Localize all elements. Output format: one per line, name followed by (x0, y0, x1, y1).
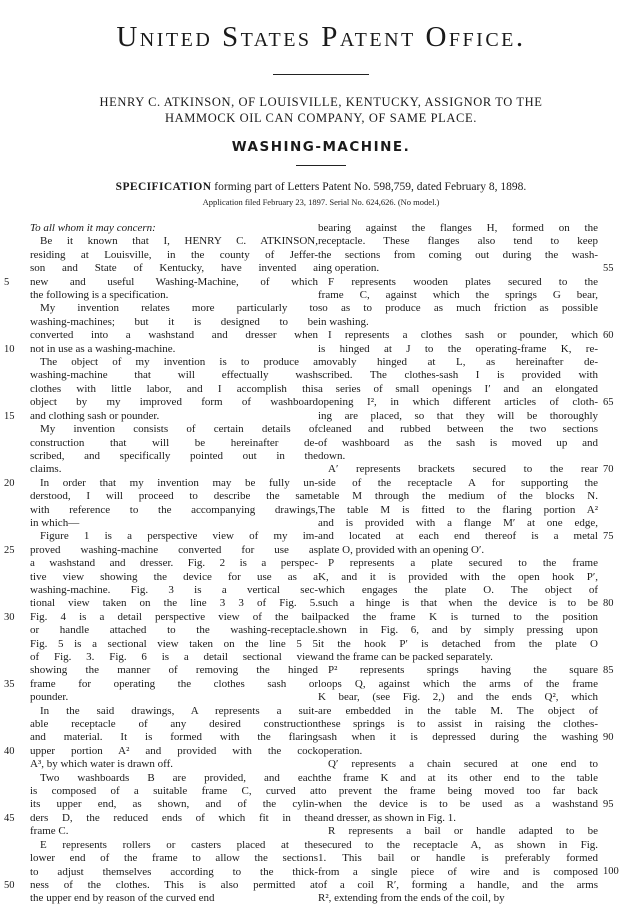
text-line: frame for operating the clothes sash or (30, 677, 318, 690)
text-line: son and State of Kentucky, have invented a (30, 262, 318, 275)
text-line: tional view taken on the line 3 3 of Fig. 5. (30, 597, 318, 610)
line-number: 50 (4, 879, 15, 891)
text-line: shown in Fig. 6, and by simply pressing upon (318, 624, 598, 637)
line-number: 10 (4, 343, 15, 355)
text-line: derstood, I will proceed to describe the same (30, 490, 318, 503)
text-line: 1. This bail or handle is preferably formed (318, 852, 598, 865)
text-line: opening I², in which different articles of cloth- (318, 396, 598, 409)
specification-line (0, 180, 642, 194)
text-line: the frame K and at its other end to the table (318, 771, 598, 784)
text-line: My invention consists of certain details of (40, 423, 318, 436)
text-line: table M through the medium of the blocks N. (318, 490, 598, 503)
specification-lead: SPECIFICATION (115, 181, 212, 193)
text-line: clothes with little labor, and I accomplish this (30, 382, 318, 395)
salutation: To all whom it may concern: (30, 222, 156, 234)
text-line: scribed. The clothes-sash I is provided with (318, 369, 598, 382)
text-line: packed the frame K is turned to the position (318, 610, 598, 623)
text-line: Two washboards B are provided, and each (40, 771, 318, 784)
right-text-column (318, 222, 598, 906)
text-line: Fig. 5 is a sectional view taken on the line 5 5 (30, 637, 318, 650)
line-number: 80 (603, 598, 614, 610)
text-line: or handle attached to the washing-receptacle. (30, 624, 318, 637)
text-line: the following is a specification. (30, 289, 169, 302)
text-line: tive view showing the device for use as a (30, 570, 318, 583)
text-line: P² represents springs having the square (328, 664, 598, 677)
text-line: secured to the receptacle A, as shown in Fig. (318, 838, 598, 851)
text-line: of a coil R′, forming a handle, and the arms (318, 878, 598, 891)
text-line: R represents a bail or handle adapted to be (328, 825, 598, 838)
text-line: Fig. 4 is a detail perspective view of the bail (30, 610, 318, 623)
text-line: with reference to the accompanying drawings, (30, 503, 318, 516)
text-line: washing-machines; but it is designed to be (30, 315, 318, 328)
assignor-block (30, 94, 612, 126)
text-line: lower end of the frame to allow the sections (30, 852, 318, 865)
assignor-line-2: HAMMOCK OIL CAN COMPANY, OF SAME PLACE. (165, 111, 477, 125)
text-line: receptacle. These flanges also tend to keep (318, 235, 598, 248)
patent-office-heading: United States Patent Office. (116, 21, 526, 53)
text-line: the sections from coming out during the wash- (318, 248, 598, 261)
line-number: 60 (603, 330, 614, 342)
text-line: a washstand and dresser. Fig. 2 is a perspec- (30, 557, 318, 570)
text-line: frame C, against which the springs G bear, (318, 289, 598, 302)
text-line: K bear, (see Fig. 2,) and the ends Q², which (318, 691, 598, 704)
text-line: ing are placed, so that they will be thoroughly (318, 409, 598, 422)
text-line: is hinged at J to the operating-frame K, re- (318, 342, 598, 355)
text-line: able receptacle of any desired construction (30, 718, 318, 731)
text-line: new and useful Washing-Machine, of which (30, 275, 318, 288)
text-line: to prevent the frame being moved too far back (318, 785, 598, 798)
text-line: and clothing sash or pounder. (30, 409, 160, 422)
text-line: when the device is to be used as a washstand (318, 798, 598, 811)
line-number: 40 (4, 745, 15, 757)
text-line: not in use as a washing-machine. (30, 342, 176, 355)
title-divider-rule (296, 165, 346, 166)
line-number: 65 (603, 397, 614, 409)
text-line: such a hinge is that when the device is to be (318, 597, 598, 610)
line-number: 15 (4, 410, 15, 422)
text-line: scribed, and specifically pointed out in the (30, 449, 318, 462)
text-line: and dresser, as shown in Fig. 1. (318, 811, 456, 824)
line-number: 100 (603, 866, 619, 878)
text-line: and material. It is formed with the flaring (30, 731, 318, 744)
text-line: Figure 1 is a perspective view of my im- (40, 530, 318, 543)
line-number: 95 (603, 799, 614, 811)
specification-text: forming part of Letters Patent No. 598,759, dated February 8, 1898. (211, 181, 527, 193)
text-line: a series of small openings I′ and an elongated (318, 382, 598, 395)
text-line: proved washing-machine converted for use as (30, 543, 318, 556)
text-line: converted into a washstand and dresser when (30, 329, 318, 342)
application-filed-line: Application filed February 23, 1897. Serial No. 624,626. (No model.) (202, 197, 440, 207)
text-line: A³, by which water is drawn off. (30, 758, 174, 771)
text-line: is composed of a suitable frame C, curved at (30, 785, 318, 798)
text-line: ders D, the reduced ends of which fit in the (30, 811, 318, 824)
text-line: and is provided with a flange M′ at one edge, (318, 516, 598, 529)
text-line: it the hook P′ is detached from the plate O (318, 637, 598, 650)
line-number: 20 (4, 477, 15, 489)
text-line: are embedded in the table M. The object of (318, 704, 598, 717)
text-line: E represents rollers or casters placed at the (40, 838, 318, 851)
text-line: frame C. (30, 825, 69, 838)
line-number: 85 (603, 665, 614, 677)
text-line: sash when it is depressed during the washing (318, 731, 598, 744)
text-line: in washing. (318, 315, 369, 328)
text-line: The table M is fitted to the flaring portion A² (318, 503, 598, 516)
line-number: 90 (603, 732, 614, 744)
text-line: K, and it is provided with the open hook P′, (318, 570, 598, 583)
text-line: Q′ represents a chain secured at one end to (328, 758, 598, 771)
text-line: the upper end by reason of the curved end (30, 892, 215, 905)
text-line: residing at Louisville, in the county of Jeffer- (30, 248, 318, 261)
text-line: construction that will be hereinafter de- (30, 436, 318, 449)
text-line: washing-machine. Fig. 3 is a vertical sec- (30, 583, 318, 596)
text-line: so as to produce as much friction as possible (318, 302, 598, 315)
text-line: in which— (30, 516, 80, 529)
line-number: 75 (603, 531, 614, 543)
text-line: movably hinged at L, as hereinafter de- (318, 356, 598, 369)
text-line: from a single piece of wire and is composed (318, 865, 598, 878)
assignor-line-1: HENRY C. ATKINSON, OF LOUISVILLE, KENTUCKY, ASSIGNOR TO THE (99, 95, 543, 109)
text-line: ing operation. (318, 262, 380, 275)
text-line: A′ represents brackets secured to the rear (328, 463, 598, 476)
text-line: down. (318, 449, 346, 462)
text-line: I represents a clothes sash or pounder, which (328, 329, 598, 342)
text-line: to adjust themselves according to the thick- (30, 865, 318, 878)
text-line: of Fig. 3. Fig. 6 is a detail sectional view (30, 651, 318, 663)
line-number: 5 (4, 276, 10, 288)
divider-rule (273, 74, 369, 75)
text-line: R², extending from the ends of the coil, by (318, 892, 505, 905)
text-line: plate O, provided with an opening O′. (318, 543, 485, 556)
text-line: these springs is to assist in raising the clothes- (318, 718, 598, 731)
text-line: and the frame can be packed separately. (318, 651, 493, 663)
line-number: 30 (4, 611, 15, 623)
text-line: My invention relates more particularly to (40, 302, 318, 315)
text-line: pounder. (30, 691, 69, 704)
line-number: 55 (603, 263, 614, 275)
line-number: 25 (4, 544, 15, 556)
text-line: P represents a plate secured to the frame (328, 557, 598, 570)
line-number: 70 (603, 464, 614, 476)
invention-title: WASHING-MACHINE. (231, 139, 411, 155)
left-text-column (30, 222, 318, 906)
text-line: showing the manner of removing the hinged (30, 664, 318, 677)
line-number: 35 (4, 678, 15, 690)
text-line: upper portion A² and provided with the cock (30, 744, 318, 757)
text-line: operation. (318, 744, 363, 757)
text-line: object by my improved form of washboard (30, 396, 318, 409)
text-line: loops Q, against which the arms of the frame (318, 677, 598, 690)
text-line: In order that my invention may be fully un- (40, 476, 318, 489)
text-line: which engages the plate O. The object of (318, 583, 598, 596)
text-line: ness of the clothes. This is also permitted at (30, 878, 318, 891)
line-number: 45 (4, 812, 15, 824)
text-line: F represents wooden plates secured to the (328, 275, 598, 288)
text-line: washing-machine that will effectually wash (30, 369, 318, 382)
text-line: side of the receptacle A for supporting the (318, 476, 598, 489)
text-line: The object of my invention is to produce a (40, 356, 318, 369)
text-line: of washboard as the sash is moved up and (318, 436, 598, 449)
text-line: bearing against the flanges H, formed on the (318, 222, 598, 234)
text-line: In the said drawings, A represents a suit- (40, 704, 318, 717)
text-line: Be it known that I, HENRY C. ATKINSON, (40, 235, 318, 248)
text-line: cleaned and rubbed between the two sections (318, 423, 598, 436)
text-line: and located at each end thereof is a metal (318, 530, 598, 543)
text-line: its upper end, as shown, and of the cylin- (30, 798, 318, 811)
text-line: claims. (30, 463, 62, 476)
